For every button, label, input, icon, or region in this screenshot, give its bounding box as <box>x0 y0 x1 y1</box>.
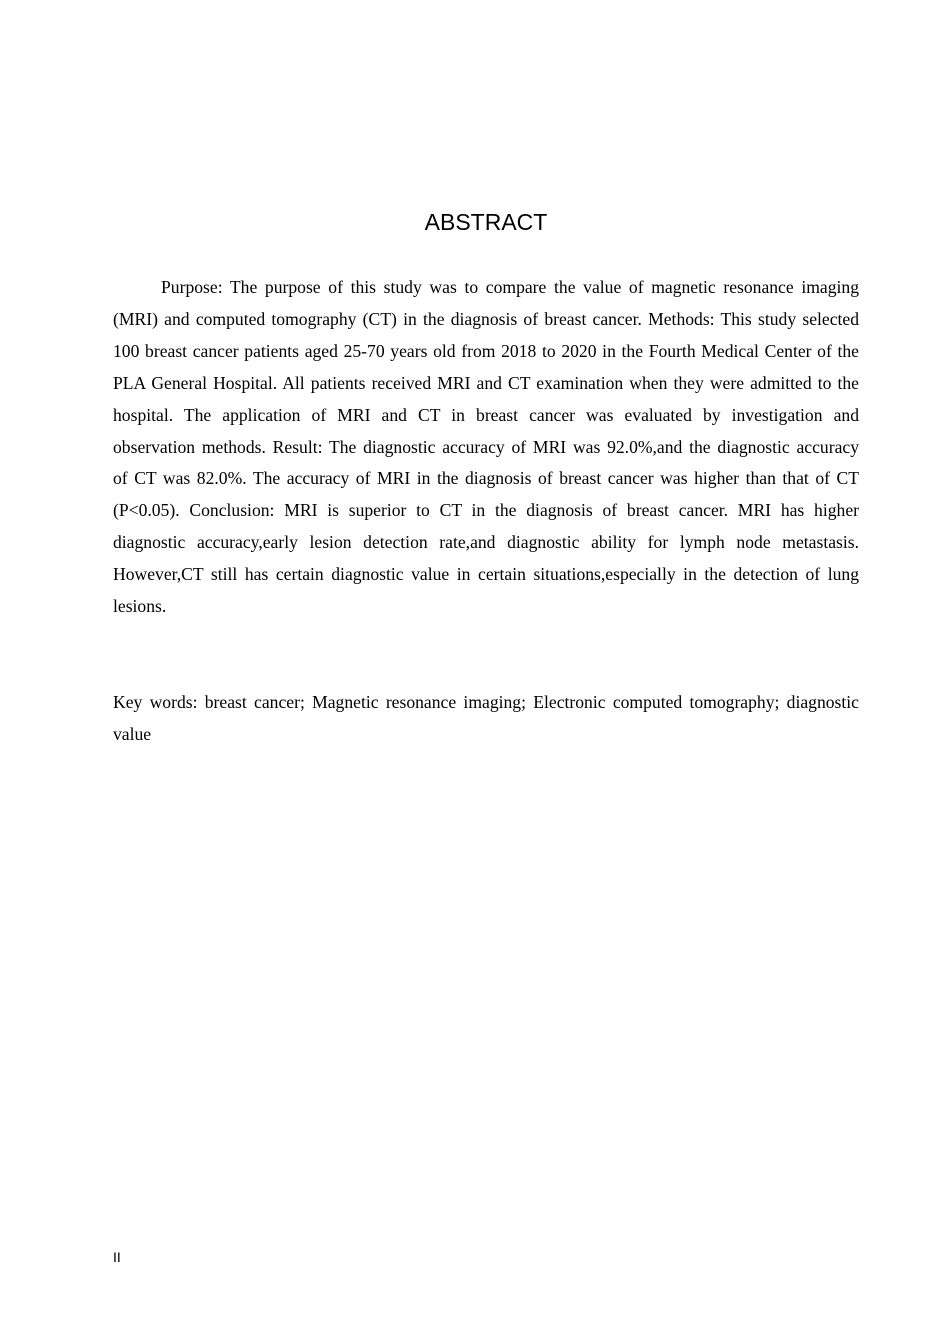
keywords-paragraph: Key words: breast cancer; Magnetic resonance imaging; Electronic computed tomography; diagnostic value <box>113 692 859 744</box>
page-title: ABSTRACT <box>424 209 548 235</box>
abstract-paragraph: Purpose: The purpose of this study was to compare the value of magnetic resonance imaging (MRI) and computed tomography (CT) in the diagnosis of breast cancer. Methods: This study selected 100 breast cancer patients aged 25-70 years old from 2018 to 2020 in the Fourth Medical Center of the PLA General Hospital. All patients received MRI and CT examination when they were admitted to the hospital. The application of MRI and CT in breast cancer was evaluated by investigation and observation methods. Result: The diagnostic accuracy of MRI was 92.0%,and the diagnostic accuracy of CT was 82.0%. The accuracy of MRI in the diagnosis of breast cancer was higher than that of CT (P<0.05). Conclusion: MRI is superior to CT in the diagnosis of breast cancer. MRI has higher diagnostic accuracy,early lesion detection rate,and diagnostic ability for lymph node metastasis. However,CT still has certain diagnostic value in certain situations,especially in the detection of lung lesions. <box>113 277 859 617</box>
page-number: II <box>113 1249 121 1265</box>
